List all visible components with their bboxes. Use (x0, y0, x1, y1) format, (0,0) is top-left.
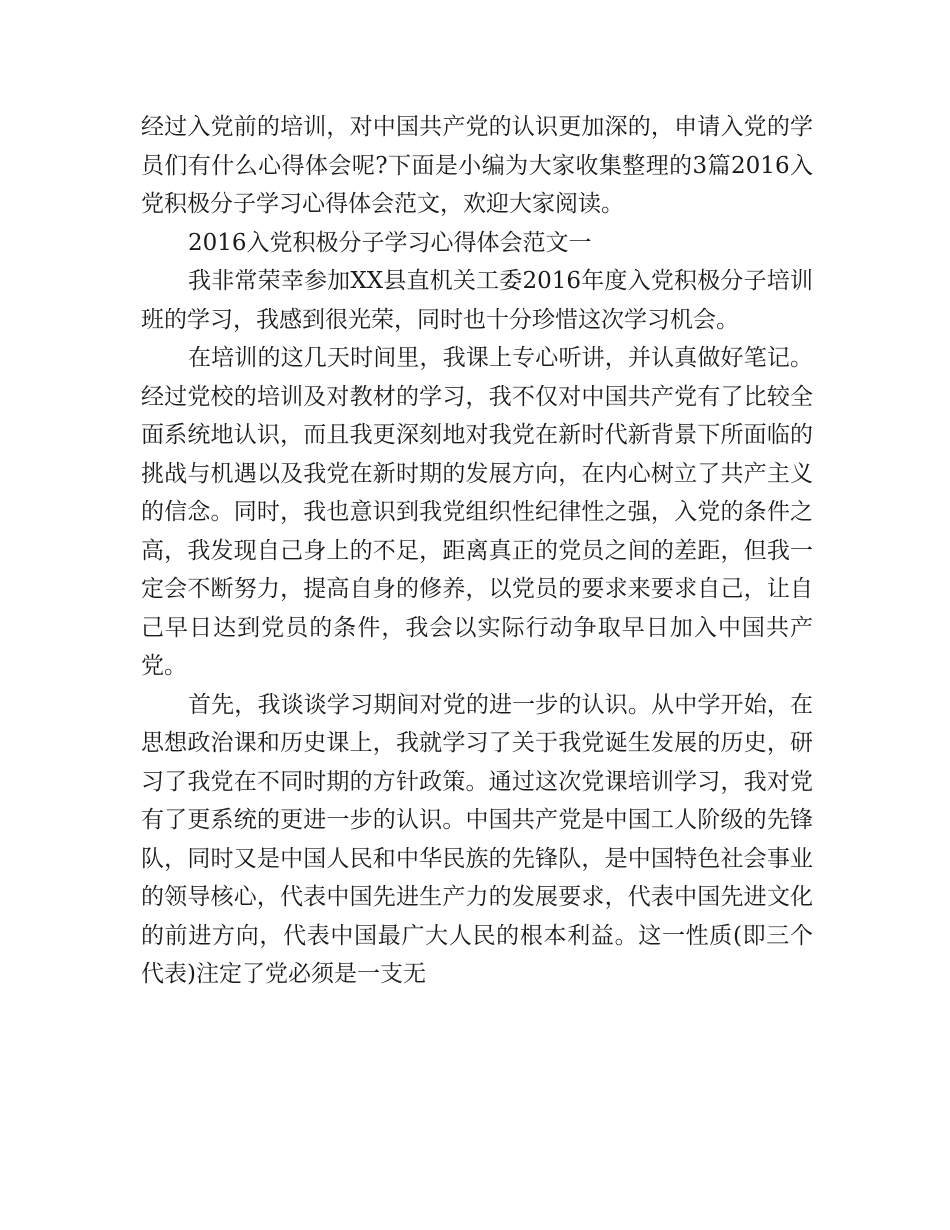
section-heading: 2016入党积极分子学习心得体会范文一 (188, 229, 592, 256)
paragraph: 在培训的这几天时间里，我课上专心听讲，并认真做好笔记。经过党校的培训及对教材的学习，我不仅对中国共产党有了比较全面系统地认识，而且我更深刻地对我党在新时代新背景下所面临的挑战与机遇以及我党在新时期的发展方向，在内心树立了共产主义的信念。同时，我也意识到我党组织性纪律性之强，入党的条件之高，我发现自己身上的不足，距离真正的党员之间的差距，但我一定会不断努力，提高自身的修养，以党员的要求来要求自己，让自己早日达到党员的条件，我会以实际行动争取早日加入中国共产党。 (141, 345, 813, 679)
paragraph: 我非常荣幸参加XX县直机关工委2016年度入党积极分子培训班的学习，我感到很光荣，同时也十分珍惜这次学习机会。 (141, 268, 813, 333)
paragraph: 首先，我谈谈学习期间对党的进一步的认识。从中学开始，在思想政治课和历史课上，我就学习了关于我党诞生发展的历史，研习了我党在不同时期的方针政策。通过这次党课培训学习，我对党有了更系统的更进一步的认识。中国共产党是中国工人阶级的先锋队，同时又是中国人民和中华民族的先锋队，是中国特色社会事业的领导核心，代表中国先进生产力的发展要求，代表中国先进文化的前进方向，代表中国最广大人民的根本利益。这一性质(即三个代表)注定了党必须是一支无 (141, 691, 813, 987)
paragraph-intro: 经过入党前的培训，对中国共产党的认识更加深的，申请入党的学员们有什么心得体会呢?下面是小编为大家收集整理的3篇2016入党积极分子学习心得体会范文，欢迎大家阅读。 (141, 114, 813, 217)
document-body (141, 108, 813, 994)
